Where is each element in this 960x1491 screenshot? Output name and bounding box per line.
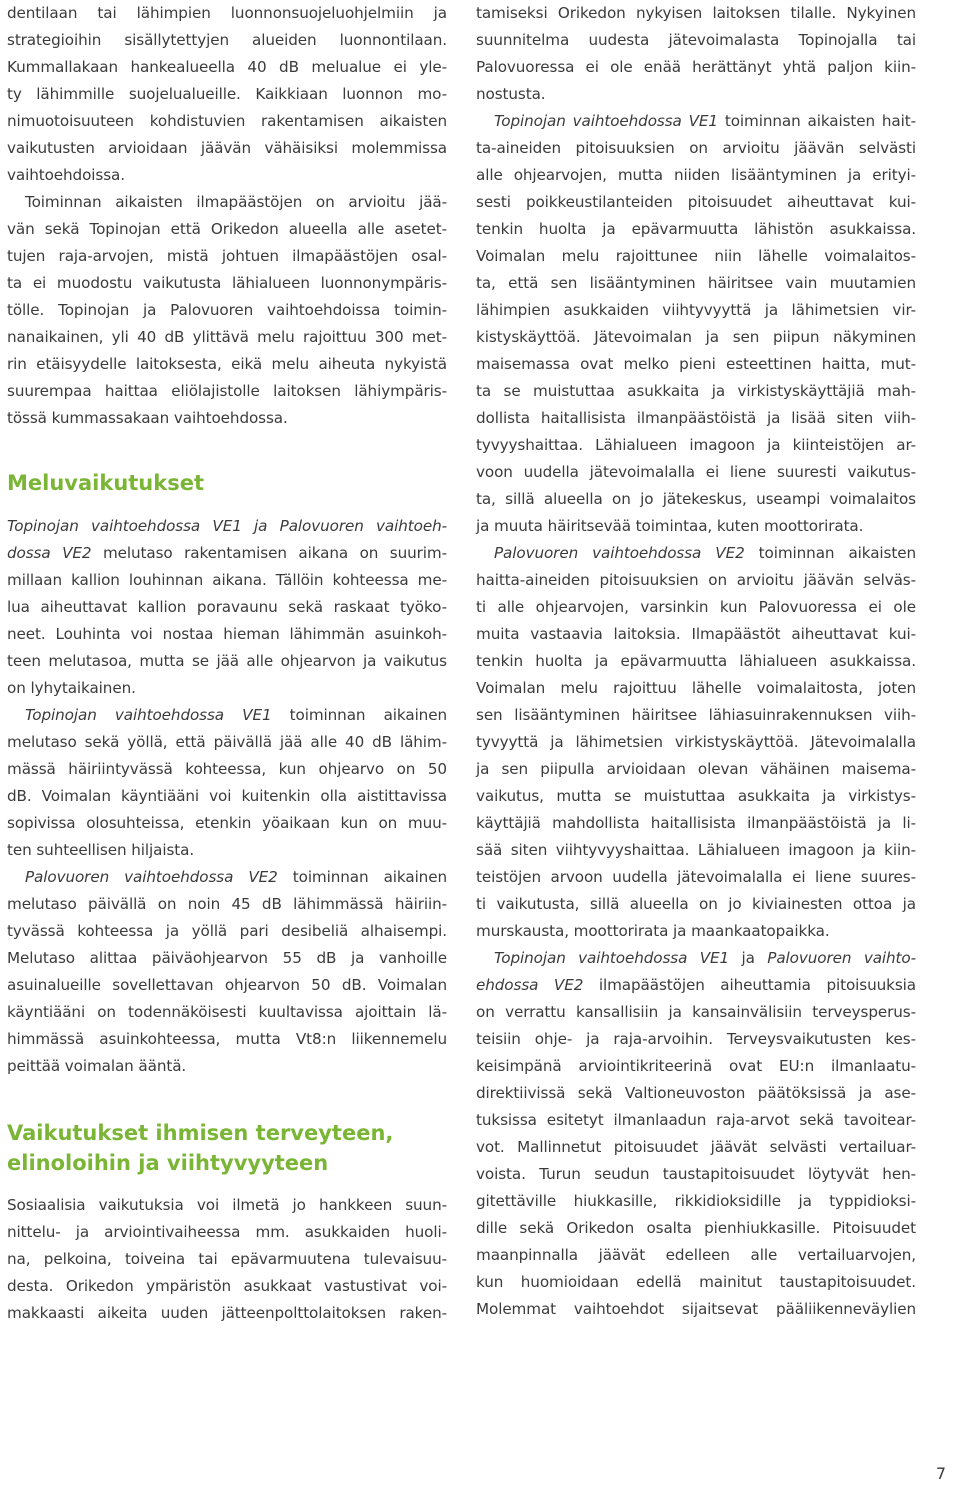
- text-span: toiminnan aikainen: [277, 868, 447, 886]
- text-span: ja: [729, 949, 768, 967]
- italic-text: Palovuoren vaihto-: [767, 949, 916, 967]
- italic-text: Palovuoren vaihtoehdossa VE2: [494, 544, 745, 562]
- heading-line: elinoloihin ja viihtyvyyteen: [7, 1151, 329, 1175]
- italic-text: ehdossa VE2: [476, 976, 584, 994]
- text-line: lähimpien asukkaiden viihtyvyyttä ja lähimetsien vir-: [476, 301, 916, 319]
- text-line: haitta-aineiden pitoisuuksien on arvioitu jäävän selväs-: [476, 571, 916, 589]
- text-line: Molemmat vaihtoehdot sijaitsevat pääliikenneväylien: [476, 1300, 916, 1318]
- text-line: peittää voimalan ääntä.: [7, 1057, 187, 1075]
- section-heading-terveys: [7, 1118, 447, 1178]
- text-line: desta. Orikedon ympäristön asukkaat vastustivat voi-: [7, 1277, 447, 1295]
- italic-text: Palovuoren vaihtoehdossa VE2: [25, 868, 278, 886]
- italic-text: dossa VE2: [7, 544, 92, 562]
- text-line: sää siten viihtyvyyshaittaa. Lähialueen imagoon ja kiin-: [476, 841, 916, 859]
- paragraph: [7, 864, 447, 1080]
- text-line: ta-aineiden pitoisuuksien on arvioitu jäävän selvästi: [476, 139, 916, 157]
- italic-text: Topinojan vaihtoehdossa VE1: [25, 706, 272, 724]
- text-line: dB. Voimalan käyntiääni voi kuitenkin olla aistittavissa: [7, 787, 447, 805]
- text-line: ta se muistuttaa asukkaita ja virkistyskäyttäjiä mah-: [476, 382, 916, 400]
- text-line: melutaso sekä yöllä, että päivällä jää alle 40 dB lähim-: [7, 733, 447, 751]
- text-line: maisemassa ovat melko pieni esteettinen haitta, mut-: [476, 355, 916, 373]
- text-line: sen lisääntyminen häiritsee lähiasuinrakennuksen viih-: [476, 706, 916, 724]
- text-line: suunnitelma uudesta jätevoimalasta Topinojalla tai: [476, 31, 916, 49]
- text-line: teen melutasoa, mutta se jää alle ohjearvon ja vaikutus: [7, 652, 447, 670]
- text-line: ja muuta häiritsevää toimintaa, kuten moottorirata.: [476, 517, 864, 535]
- paragraph: [476, 540, 916, 945]
- text-line: Melutaso alittaa päiväohjearvon 55 dB ja vanhoille: [7, 949, 447, 967]
- text-line: dille sekä Orikedon osalta pienhiukkasille. Pitoisuudet: [476, 1219, 916, 1237]
- text-line: ti vaikutusta, sillä alueella on jo kiviainesten ottoa ja: [476, 895, 916, 913]
- text-line: [476, 108, 916, 135]
- text-line: [7, 540, 447, 567]
- text-line: Kummallakaan hankealueella 40 dB melualue ei yle-: [7, 58, 447, 76]
- text-line: ten suhteellisen hiljaista.: [7, 841, 195, 859]
- text-line: tujen raja-arvojen, mistä johtuen ilmapäästöjen osal-: [7, 247, 447, 265]
- text-line: ty lähimmille suojelualueille. Kaikkiaan luonnon mo-: [7, 85, 447, 103]
- text-span: melutaso rakentamisen aikana on suurim-: [91, 544, 448, 562]
- text-span: toiminnan aikaisten: [744, 544, 916, 562]
- section-heading-meluvaikutukset: Meluvaikutukset: [7, 471, 204, 495]
- paragraph: [7, 0, 447, 189]
- text-line: ta ei muodostu vaikutusta lähialueen luonnonympäris-: [7, 274, 447, 292]
- paragraph: [476, 108, 916, 540]
- text-line: Voimalan melu rajoittuu lähelle voimalaitosta, joten: [476, 679, 916, 697]
- text-line: nittelu- ja arviointivaiheessa mm. asukkaiden huoli-: [7, 1223, 447, 1241]
- text-line: vaikutusten arvioidaan jäävän vähäisiksi molemmissa: [7, 139, 447, 157]
- text-line: millaan kallion louhinnan aikana. Tällöin kohteessa me-: [7, 571, 447, 589]
- text-line: ta, että sen lisääntyminen häiritsee vain muutamien: [476, 274, 916, 292]
- text-line: vaikutus, mutta se muistuttaa asukkaita ja virkistys-: [476, 787, 916, 805]
- text-line: ja sen piipulla arvioidaan olevan vähäinen maisema-: [476, 760, 916, 778]
- text-line: [476, 540, 916, 567]
- text-line: [7, 864, 447, 891]
- text-line: tölle. Topinojan ja Palovuoren vaihtoehdoissa toimin-: [7, 301, 447, 319]
- text-line: Sosiaalisia vaikutuksia voi ilmetä jo hankkeen suun-: [7, 1196, 447, 1214]
- text-line: sopivissa olosuhteissa, etenkin yöaikaan kun on muu-: [7, 814, 447, 832]
- text-line: na, pelkoina, toiveina tai epävarmuutena tulevaisuu-: [7, 1250, 447, 1268]
- text-line: rin etäisyydelle laitoksesta, eikä melu aiheuta nykyistä: [7, 355, 447, 373]
- text-line: Voimalan melu rajoittunee niin lähelle voimalaitos-: [476, 247, 916, 265]
- text-line: teisiin ohje- ja raja-arvoihin. Terveysvaikutusten kes-: [476, 1030, 916, 1048]
- text-line: tenkin huolta ja epävarmuutta lähistön asukkaissa.: [476, 220, 916, 238]
- heading-line: Vaikutukset ihmisen terveyteen,: [7, 1121, 394, 1145]
- text-line: sesti poikkeustilanteiden pitoisuudet aiheuttavat kui-: [476, 193, 916, 211]
- text-line: maanpinnalla jäävät edelleen alle vertailuarvojen,: [476, 1246, 916, 1264]
- text-line: nostusta.: [476, 85, 546, 103]
- paragraph: [7, 189, 447, 432]
- text-line: makkaasti aikeita uuden jätteenpolttolaitoksen raken-: [7, 1304, 447, 1322]
- text-line: strategioihin sisällytettyjen alueiden luonnontilaan.: [7, 31, 447, 49]
- text-line: tuksissa esitetyt ilmanlaadun raja-arvot sekä tavoitear-: [476, 1111, 916, 1129]
- text-line: ta, sillä alueella on jo jätekeskus, useampi voimalaitos: [476, 490, 916, 508]
- italic-text: Topinojan vaihtoehdossa VE1: [494, 949, 730, 967]
- text-line: Toiminnan aikaisten ilmapäästöjen on arvioitu jää-: [25, 193, 447, 211]
- text-line: teistöjen arvoon uudella jätevoimalalla ei liene suures-: [476, 868, 916, 886]
- text-line: neet. Louhinta voi nostaa hieman lähimmän asuinkoh-: [7, 625, 447, 643]
- text-line: vän sekä Topinojan että Orikedon alueella alle asetet-: [7, 220, 447, 238]
- text-line: muita vastaavia laitoksia. Ilmapäästöt aiheuttavat kui-: [476, 625, 916, 643]
- text-line: tamiseksi Orikedon nykyisen laitoksen tilalle. Nykyinen: [476, 4, 916, 22]
- text-line: Topinojan vaihtoehdossa VE1 ja Palovuoren vaihtoeh-: [7, 517, 447, 535]
- text-line: tyvässä kohteessa ja yöllä pari desibeliä alhaisempi.: [7, 922, 447, 940]
- paragraph: [476, 945, 916, 1323]
- text-line: voon uudella jätevoimalalla ei liene suuresti vaikutus-: [476, 463, 916, 481]
- text-line: tyvyyshaittaa. Lähialueen imagoon ja kiinteistöjen ar-: [476, 436, 916, 454]
- text-line: alle ohjearvojen, mutta niiden lisääntyminen ja erityi-: [476, 166, 916, 184]
- text-line: melutaso päivällä on noin 45 dB lähimmässä häiriin-: [7, 895, 447, 913]
- text-line: [7, 702, 447, 729]
- text-line: kistyskäyttöä. Jätevoimalan ja sen piipun näkyminen: [476, 328, 916, 346]
- text-line: [476, 945, 916, 972]
- italic-text: Topinojan vaihtoehdossa VE1: [494, 112, 718, 130]
- paragraph: [7, 513, 447, 702]
- text-line: voista. Turun seudun taustapitoisuudet löytyvät hen-: [476, 1165, 916, 1183]
- text-line: murskausta, moottorirata ja maankaatopaikka.: [476, 922, 830, 940]
- text-line: on verrattu kansallisiin ja kansainvälisiin terveysperus-: [476, 1003, 916, 1021]
- text-line: Palovuoressa ei ole enää herättänyt yhtä paljon kiin-: [476, 58, 916, 76]
- page-number: 7: [935, 1464, 946, 1483]
- paragraph: [7, 1192, 447, 1327]
- text-line: himmässä asuinkohteessa, mutta Vt8:n liikennemelu: [7, 1030, 447, 1048]
- text-line: tössä kummassakaan vaihtoehdossa.: [7, 409, 288, 427]
- text-line: asuinalueille sovellettavan ohjearvon 50 dB. Voimalan: [7, 976, 447, 994]
- text-line: direktiivissä sekä Valtioneuvoston päätöksissä ja ase-: [476, 1084, 916, 1102]
- text-line: kun huomioidaan edellä mainitut taustapitoisuudet.: [476, 1273, 916, 1291]
- text-line: käyttäjiä mahdollista haitallisista ilmanpäästöistä ja li-: [476, 814, 916, 832]
- text-line: gitettäville hiukkasille, rikkidioksidille ja typpidioksi-: [476, 1192, 916, 1210]
- paragraph: [7, 702, 447, 864]
- text-line: dollista haitallisista ilmanpäästöistä ja lisää siten viih-: [476, 409, 916, 427]
- paragraph: [476, 0, 916, 108]
- text-line: on lyhytaikainen.: [7, 679, 136, 697]
- text-line: keisimpänä arviointikriteerinä ovat EU:n ilmanlaatu-: [476, 1057, 916, 1075]
- text-span: ilmapäästöjen aiheuttamia pitoisuuksia: [583, 976, 916, 994]
- text-line: dentilaan tai lähimpien luonnonsuojeluohjelmiin ja: [7, 4, 447, 22]
- text-line: käyntiääni on todennäköisesti kuultavissa ajoittain lä-: [7, 1003, 447, 1021]
- text-line: suurempaa haittaa eliölajistolle laitoksen lähiympäris-: [7, 382, 447, 400]
- left-column: [7, 0, 447, 1327]
- text-line: [476, 972, 916, 999]
- text-line: tyvyyttä ja lähimetsien virkistyskäyttöä. Jätevoimalalla: [476, 733, 916, 751]
- right-column: [476, 0, 916, 1323]
- text-line: ti alle ohjearvojen, varsinkin kun Palovuoressa ei ole: [476, 598, 916, 616]
- text-line: lua aiheuttavat kallion poravaunu sekä raskaat työko-: [7, 598, 447, 616]
- text-line: nimuotoisuuteen kohdistuvien rakentamisen aikaisten: [7, 112, 447, 130]
- text-line: mässä häiriintyvässä kohteessa, kun ohjearvo on 50: [7, 760, 447, 778]
- text-line: vaihtoehdoissa.: [7, 166, 125, 184]
- text-span: toiminnan aikainen: [271, 706, 447, 724]
- text-line: vot. Mallinnetut pitoisuudet jäävät selvästi vertailuar-: [476, 1138, 916, 1156]
- text-line: tenkin huolta ja epävarmuutta lähialueen asukkaissa.: [476, 652, 916, 670]
- text-span: toiminnan aikaisten hait-: [717, 112, 916, 130]
- text-line: nanaikainen, yli 40 dB ylittävä melu rajoittuu 300 met-: [7, 328, 447, 346]
